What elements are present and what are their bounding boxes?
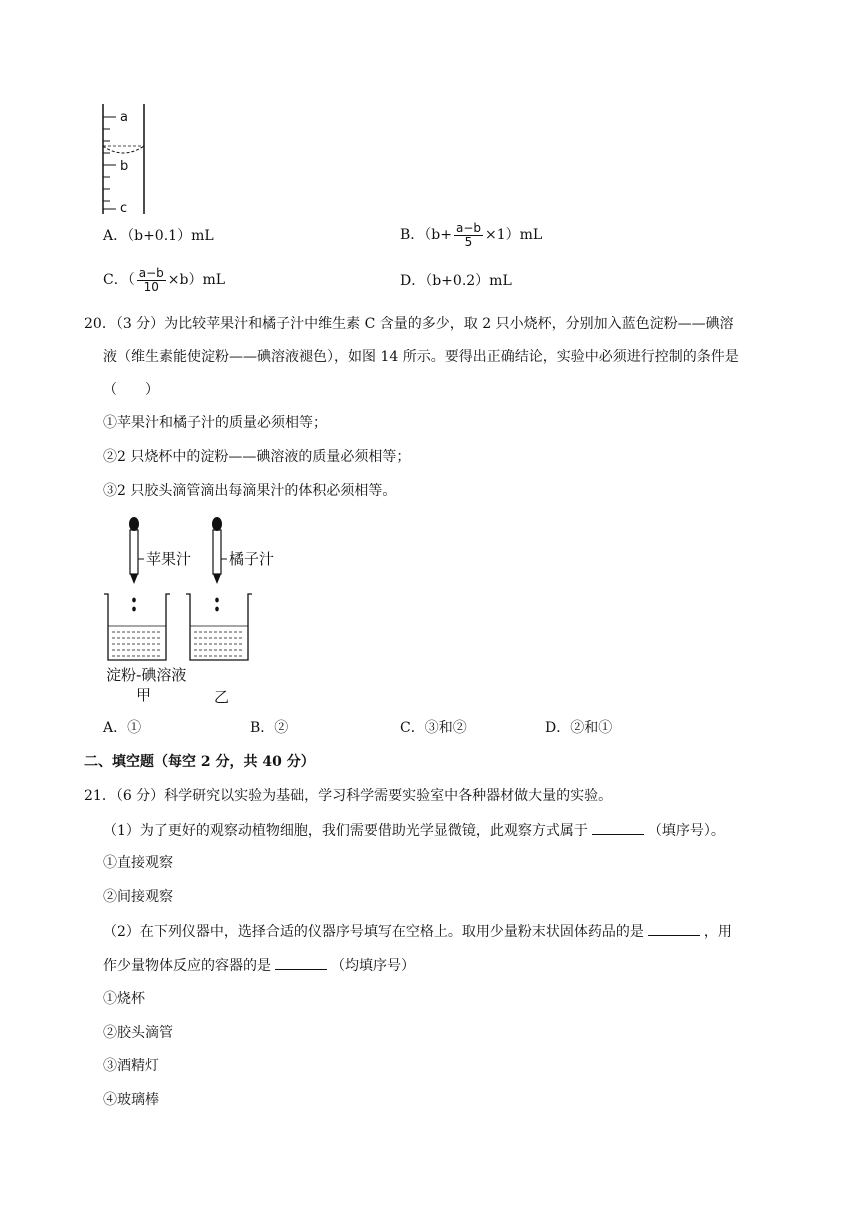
q21-part1-text: （1）为了更好的观察动植物细胞，我们需要借助光学显微镜，此观察方式属于: [103, 823, 588, 839]
q21-part2-blank-2[interactable]: [275, 955, 327, 970]
q20-option-d: D．②和①: [545, 720, 613, 736]
section2-title: 二、填空题（每空 2 分，共 40 分）: [84, 754, 315, 770]
q19-option-b-suffix: ×1）mL: [485, 227, 543, 243]
cylinder-label-a: a: [120, 110, 128, 125]
q20-condition-1: ①苹果汁和橘子汁的质量必须相等；: [103, 415, 327, 431]
q20-figure: [100, 512, 300, 708]
cylinder-label-c: c: [120, 201, 128, 216]
q20-line1: 20．（3 分）为比较苹果汁和橘子汁中维生素 C 含量的多少，取 2 只小烧杯，分别加入蓝色淀粉——碘溶: [84, 316, 734, 332]
cylinder-figure: [96, 100, 156, 218]
q19-option-a: A．（b+0.1）mL: [103, 228, 214, 244]
q21-part2-line2: [103, 955, 415, 976]
q21-part2-line1: [103, 921, 732, 942]
instrument-beaker: ①烧杯: [103, 991, 145, 1007]
q21-part2-blank-1[interactable]: [648, 921, 700, 936]
label-jia: 甲: [136, 686, 152, 704]
q19-option-b-fraction: [454, 222, 483, 249]
beaker-yi-icon: [186, 594, 252, 660]
q19-option-c-prefix: C．（: [103, 272, 135, 288]
instrument-glass-rod: ④玻璃棒: [103, 1092, 159, 1108]
q19-option-b-den: 5: [464, 234, 473, 249]
beaker-jia-icon: [104, 594, 170, 660]
q21-part2-tail: ，用: [703, 924, 732, 940]
instrument-dropper: ②胶头滴管: [103, 1025, 173, 1041]
label-orange-juice: 橘子汁: [229, 550, 275, 568]
label-apple-juice: 苹果汁: [146, 550, 192, 568]
instrument-alcohol-lamp: ③酒精灯: [103, 1058, 159, 1074]
q20-condition-3: ③2 只胶头滴管滴出每滴果汁的体积必须相等。: [103, 483, 397, 499]
q20-option-b: B．②: [250, 720, 289, 736]
q19-option-c-num: a−b: [138, 265, 164, 280]
label-starch-iodine-solution: 淀粉-碘溶液: [106, 666, 187, 684]
q19-option-b: [400, 218, 542, 252]
q21-part1-blank[interactable]: [592, 820, 644, 835]
q21-part1: [103, 820, 725, 841]
q19-option-c: [103, 263, 225, 297]
q19-option-c-den: 10: [143, 279, 159, 294]
q19-option-c-fraction: [137, 267, 166, 294]
q19-option-c-suffix: ×b）mL: [167, 272, 226, 288]
q21-part1-option-1: ①直接观察: [103, 855, 173, 871]
q19-option-b-prefix: B．（b+: [400, 227, 452, 243]
q21-part2-line2-text: 作少量物体反应的容器的是: [103, 958, 271, 974]
q20-line2: 液（维生素能使淀粉——碘溶液褪色），如图 14 所示。要得出正确结论，实验中必须进行控制的条件是: [103, 349, 739, 365]
q20-line3: （ ）: [103, 382, 159, 398]
q20-option-a: A．①: [103, 720, 142, 736]
q20-option-c: C．③和②: [400, 720, 467, 736]
q21-part2-text: （2）在下列仪器中，选择合适的仪器序号填写在空格上。取用少量粉末状固体药品的是: [103, 924, 644, 940]
q21-part1-option-2: ②间接观察: [103, 889, 173, 905]
q21-intro: 21．（6 分）科学研究以实验为基础，学习科学需要实验室中各种器材做大量的实验。: [84, 788, 613, 804]
dropper-orange-icon: [212, 517, 222, 584]
q21-part2-line2-tail: （均填序号）: [331, 958, 415, 974]
q19-option-d: D．（b+0.2）mL: [400, 273, 512, 289]
cylinder-label-b: b: [120, 159, 129, 174]
dropper-apple-icon: [129, 517, 139, 584]
q19-option-b-num: a−b: [455, 220, 482, 235]
q20-condition-2: ②2 只烧杯中的淀粉——碘溶液的质量必须相等；: [103, 449, 411, 465]
label-yi: 乙: [214, 688, 230, 706]
q21-part1-tail: （填序号）。: [647, 823, 725, 839]
